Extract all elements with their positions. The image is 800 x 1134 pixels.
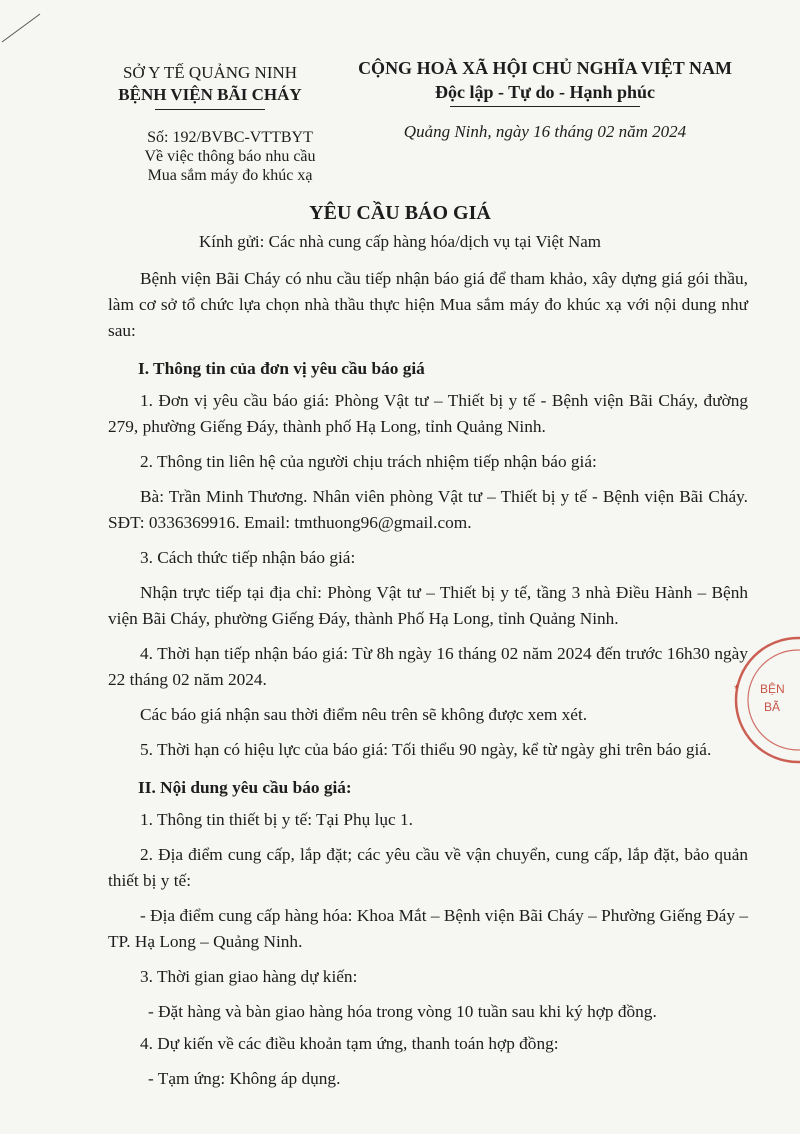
intro-paragraph: Bệnh viện Bãi Cháy có nhu cầu tiếp nhận báo giá để tham khảo, xây dựng giá gói thầu, làm cơ sở tổ chức lựa chọn nhà thầu thực hiện Mua sắm máy đo khúc xạ với nội dung như sau: — [108, 269, 748, 340]
section-2-item-3-detail: - Đặt hàng và bàn giao hàng hóa trong vòng 10 tuần sau khi ký hợp đồng. — [148, 1002, 657, 1021]
national-title-block — [345, 56, 745, 107]
section-1-item-4: 4. Thời hạn tiếp nhận báo giá: Từ 8h ngày 16 tháng 02 năm 2024 đến trước 16h30 ngày 22 tháng 02 năm 2024. — [108, 644, 748, 689]
stamp-star-left: * — [734, 682, 739, 696]
section-1-item-5: 5. Thời hạn có hiệu lực của báo giá: Tối thiểu 90 ngày, kể từ ngày ghi trên báo giá. — [140, 740, 712, 759]
section-1-heading: I. Thông tin của đơn vị yêu cầu báo giá — [138, 359, 425, 378]
section-1-item-1: 1. Đơn vị yêu cầu báo giá: Phòng Vật tư – Thiết bị y tế - Bệnh viện Bãi Cháy, đường 279, phường Giếng Đáy, thành phố Hạ Long, tỉnh Quảng Ninh. — [108, 391, 748, 436]
section-2-item-3: 3. Thời gian giao hàng dự kiến: — [140, 967, 358, 986]
corner-pen-mark — [0, 12, 60, 52]
hospital-underline — [155, 109, 265, 110]
section-1-item-2: 2. Thông tin liên hệ của người chịu trách nhiệm tiếp nhận báo giá: — [140, 452, 597, 471]
section-2-item-1: 1. Thông tin thiết bị y tế: Tại Phụ lục 1. — [140, 810, 413, 829]
hospital-seal-stamp — [720, 625, 800, 775]
subject-line-1: Về việc thông báo nhu cầu — [144, 148, 316, 165]
section-1-item-4-note: Các báo giá nhận sau thời điểm nêu trên sẽ không được xem xét. — [140, 705, 588, 724]
section-2-item-2: 2. Địa điểm cung cấp, lắp đặt; các yêu cầu về vận chuyển, cung cấp, lắp đặt, bảo quản thiết bị y tế: — [108, 845, 748, 890]
recipient-line: Kính gửi: Các nhà cung cấp hàng hóa/dịch vụ tại Việt Nam — [198, 232, 602, 251]
document-title: YÊU CẦU BÁO GIÁ — [309, 202, 491, 224]
document-number: Số: 192/BVBC-VTTBYT — [147, 129, 313, 146]
section-1-item-3-detail: Nhận trực tiếp tại địa chỉ: Phòng Vật tư – Thiết bị y tế, tầng 3 nhà Điều Hành – Bệnh viện Bãi Cháy, phường Giếng Đáy, thành Phố Hạ Long, tỉnh Quảng Ninh. — [108, 583, 748, 628]
section-1-item-2-detail: Bà: Trần Minh Thương. Nhân viên phòng Vật tư – Thiết bị y tế - Bệnh viện Bãi Cháy. SĐT: 0336369916. Email: tmthuong96@gmail.com. — [108, 487, 748, 532]
document-body — [108, 266, 748, 1098]
section-2-heading: II. Nội dung yêu cầu báo giá: — [138, 778, 352, 797]
document-reference — [110, 128, 350, 185]
section-1-item-3: 3. Cách thức tiếp nhận báo giá: — [140, 548, 356, 567]
section-2-item-4-detail: - Tạm ứng: Không áp dụng. — [148, 1069, 341, 1088]
subject-line-2: Mua sắm máy đo khúc xạ — [147, 167, 313, 184]
hospital-name: BỆNH VIỆN BÃI CHÁY — [118, 85, 302, 104]
motto-underline — [450, 106, 640, 107]
stamp-text-2: BÃ — [764, 700, 781, 714]
parent-agency: SỞ Y TẾ QUẢNG NINH — [122, 63, 298, 82]
issuing-authority-block — [90, 62, 330, 110]
document-date: Quảng Ninh, ngày 16 tháng 02 năm 2024 — [403, 122, 687, 141]
section-2-item-4: 4. Dự kiến về các điều khoản tạm ứng, thanh toán hợp đồng: — [140, 1034, 559, 1053]
section-2-item-2-detail: - Địa điểm cung cấp hàng hóa: Khoa Mắt – Bệnh viện Bãi Cháy – Phường Giếng Đáy – TP. Hạ Long – Quảng Ninh. — [108, 906, 748, 951]
national-title: CỘNG HOÀ XÃ HỘI CHỦ NGHĨA VIỆT NAM — [358, 58, 732, 78]
national-motto: Độc lập - Tự do - Hạnh phúc — [434, 82, 656, 102]
stamp-text-1: BỆN — [760, 682, 785, 696]
